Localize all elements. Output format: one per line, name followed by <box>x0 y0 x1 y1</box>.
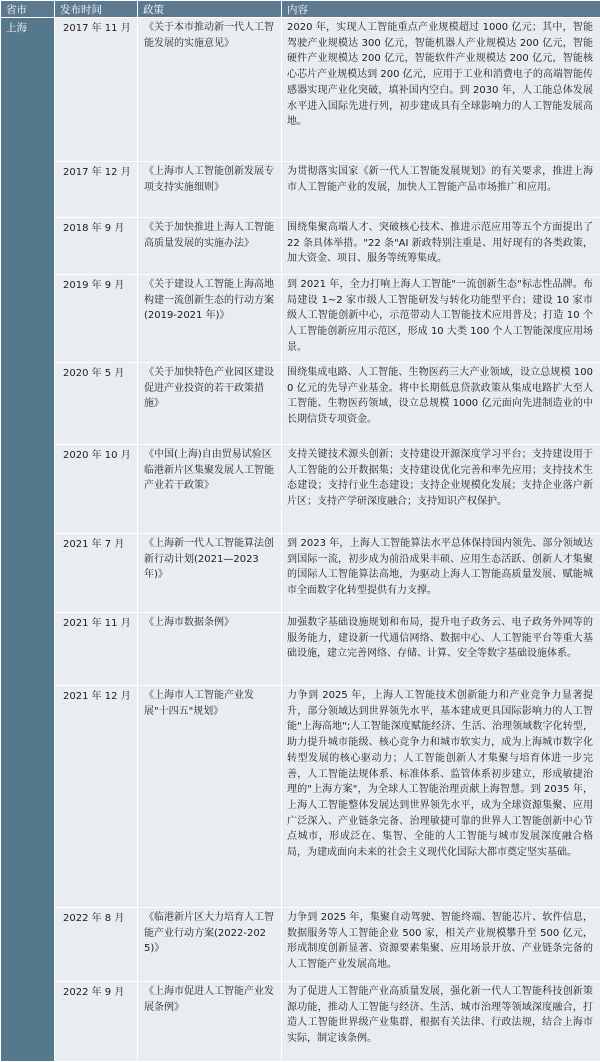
policy-cell <box>138 18 282 162</box>
policy-cell <box>138 534 282 613</box>
date-cell: 2017 年 12 月 <box>55 162 138 218</box>
content-cell <box>282 275 600 363</box>
content-text: 围绕集聚高端人才、突破核心技术、推进示范应用等五个方面提出了 22 条具体举措。"22 条"AI 新政特别注重是、用好现有的各类政策，加大资金、项目、服务等统筹集成。 <box>287 220 593 267</box>
date-cell: 2020 年 10 月 <box>55 445 138 534</box>
table-row <box>1 908 600 982</box>
date-cell: 2017 年 11 月 <box>55 18 138 162</box>
policy-cell <box>138 363 282 445</box>
content-text: 为了促进人工智能产业高质量发展，强化新一代人工智能科技创新策源功能，推动人工智能与经济、生活、城市治理等领域深度融合，打造人工智能世界级产业集群，根据有关法律、行政法规，结合上海市实际，制定该条例。 <box>287 984 593 1047</box>
date-cell: 2022 年 9 月 <box>55 982 138 1062</box>
policy-text: 《关于建设人工智能上海高地构建一流创新生态的行动方案(2019-2021 年)》 <box>144 277 275 324</box>
date-cell: 2020 年 5 月 <box>55 363 138 445</box>
content-cell <box>282 18 600 162</box>
table-row <box>1 982 600 1062</box>
date-cell: 2021 年 11 月 <box>55 613 138 686</box>
policy-cell <box>138 908 282 982</box>
date-cell: 2018 年 9 月 <box>55 218 138 275</box>
content-text: 到 2023 年，上海人工智能算法水平总体保持国内领先、部分领域达到国际一流，初步成为前沿成果丰硕、应用生态活跃、创新人才集聚的国际人工智能算法高地，为驱动上海人工智能高质量发展、赋能城市全面数字化转型提供有力支撑。 <box>287 536 593 599</box>
policy-text: 《上海市人工智能创新发展专项支持实施细则》 <box>144 164 275 195</box>
content-cell <box>282 218 600 275</box>
table-row <box>1 613 600 686</box>
header-policy: 政策 <box>138 1 282 18</box>
content-text: 围绕集成电路、人工智能、生物医药三大产业领域，设立总规模 1000 亿元的先导产业基金。将中长期低息贷款政策从集成电路扩大至人工智能、生物医药领域，设立总规模 1000 亿元面向先进制造业的中长期信贷专项资金。 <box>287 365 593 428</box>
policy-text: 《中国(上海)自由贸易试验区临港新片区集聚发展人工智能产业若干政策》 <box>144 447 275 494</box>
date-cell: 2019 年 9 月 <box>55 275 138 363</box>
table-row <box>1 363 600 445</box>
content-cell <box>282 445 600 534</box>
policy-cell <box>138 445 282 534</box>
table-row <box>1 534 600 613</box>
table-body <box>1 18 600 1062</box>
content-cell <box>282 686 600 908</box>
content-text: 力争到 2025 年，上海人工智能技术创新能力和产业竞争力显著提升，部分领域达到世界领先水平，基本建成更具国际影响力的人工智能"上海高地";人工智能深度赋能经济、生活、治理领域数字化转型，助力提升城市能级、核心竞争力和城市软实力，成为上海城市数字化转型发展的核心驱动力；人工智能创新人才集聚与培育体进一步完善，人工智能法规体系、标准体系、监管体系初步建立，形成敏捷治理的"上海方案"，为全球人工智能治理贡献上海智慧。到 2035 年，上海人工智能整体发展达到世界领先水平，成为全球资源集聚、应用广泛深入、产业链条完备、治理敏捷可靠的世界人工智能创新中心节点城市，形成泛在、集智、全能的人工智能与城市发展深度融合格局，为建成面向未来的社会主义现代化国际大都市奠定坚实基础。 <box>287 688 593 861</box>
content-text: 加强数字基础设施规划和布局，提升电子政务云、电子政务外网等的服务能力，建设新一代通信网络、数据中心、人工智能平台等重大基础设施，建立完善网络、存储、计算、安全等数字基础设施体系。 <box>287 615 593 662</box>
table-row <box>1 162 600 218</box>
table-row <box>1 275 600 363</box>
header-content: 内容 <box>282 1 600 18</box>
policy-text: 《上海市促进人工智能产业发展条例》 <box>144 984 275 1015</box>
date-cell: 2021 年 7 月 <box>55 534 138 613</box>
header-date: 发布时间 <box>55 1 138 18</box>
policy-cell <box>138 275 282 363</box>
content-cell <box>282 613 600 686</box>
date-cell: 2021 年 12 月 <box>55 686 138 908</box>
content-cell <box>282 363 600 445</box>
table-row <box>1 686 600 908</box>
policy-text: 《关于加快特色产业园区建设促进产业投资的若干政策措施》 <box>144 365 275 412</box>
content-cell <box>282 162 600 218</box>
date-cell: 2022 年 8 月 <box>55 908 138 982</box>
policy-cell <box>138 218 282 275</box>
content-text: 支持关键技术源头创新；支持建设开源深度学习平台；支持建设用于人工智能的公开数据集；支持建设优化完善和率先应用；支持技术生态建设；支持行业生态建设；支持企业规模化发展；支持企业落户新片区；支持产学研深度融合；支持知识产权保护。 <box>287 447 593 510</box>
table-row <box>1 218 600 275</box>
policy-text: 《关于本市推动新一代人工智能发展的实施意见》 <box>144 20 275 51</box>
policy-cell <box>138 613 282 686</box>
content-text: 到 2021 年，全力打响上海人工智能"一流创新生态"标志性品牌。布局建设 1~2 家市级人工智能研发与转化功能型平台；建设 10 家市级人工智能创新中心，示范带动人工智能技术应用普及；打造 10 个人工智能创新应用示范区，形成 10 大类 100 个人工智能深度应用场景。 <box>287 277 593 356</box>
policy-text: 《临港新片区大力培育人工智能产业行动方案(2022-2025)》 <box>144 910 275 957</box>
policy-cell <box>138 686 282 908</box>
content-text: 2020 年，实现人工智能重点产业规模超过 1000 亿元；其中，智能驾驶产业规模达 300 亿元，智能机器人产业规模达 200 亿元，智能硬件产业规模达 200 亿元，智能软件产业规模达 200 亿元，智能核心芯片产业规模达到 200 亿元，应用于工业和消费电子的高端智能传感器实现产业化突破，填补国内空白。到 2030 年，人工能总体发展水平进入国际先进行列，初步建成具有全球影响力的人工智能发展高地。 <box>287 20 593 130</box>
content-cell <box>282 908 600 982</box>
content-cell <box>282 534 600 613</box>
policy-text: 《上海市人工智能产业发展"十四五"规划》 <box>144 688 275 719</box>
table-row <box>1 445 600 534</box>
province-cell: 上海 <box>1 18 55 1062</box>
policy-cell <box>138 982 282 1062</box>
table-header <box>1 1 600 18</box>
header-province: 省市 <box>1 1 55 18</box>
content-cell <box>282 982 600 1062</box>
content-text: 为贯彻落实国家《新一代人工智能发展规划》的有关要求，推进上海市人工智能产业的发展，加快人工智能产品市场推广和应用。 <box>287 164 593 195</box>
table-row <box>1 18 600 162</box>
policy-text: 《上海新一代人工智能算法创新行动计划(2021—2023 年)》 <box>144 536 275 583</box>
policy-cell <box>138 162 282 218</box>
content-text: 力争到 2025 年，集聚自动驾驶、智能终端、智能芯片、软件信息，数据服务等人工智能企业 500 家，相关产业规模攀升至 500 亿元，形成制度创新显著、资源要素集聚、应用场景开放、产业链条完备的人工智能产业发展高地。 <box>287 910 593 973</box>
policy-text: 《关于加快推进上海人工智能高质量发展的实施办法》 <box>144 220 275 251</box>
policy-text: 《上海市数据条例》 <box>144 615 275 631</box>
